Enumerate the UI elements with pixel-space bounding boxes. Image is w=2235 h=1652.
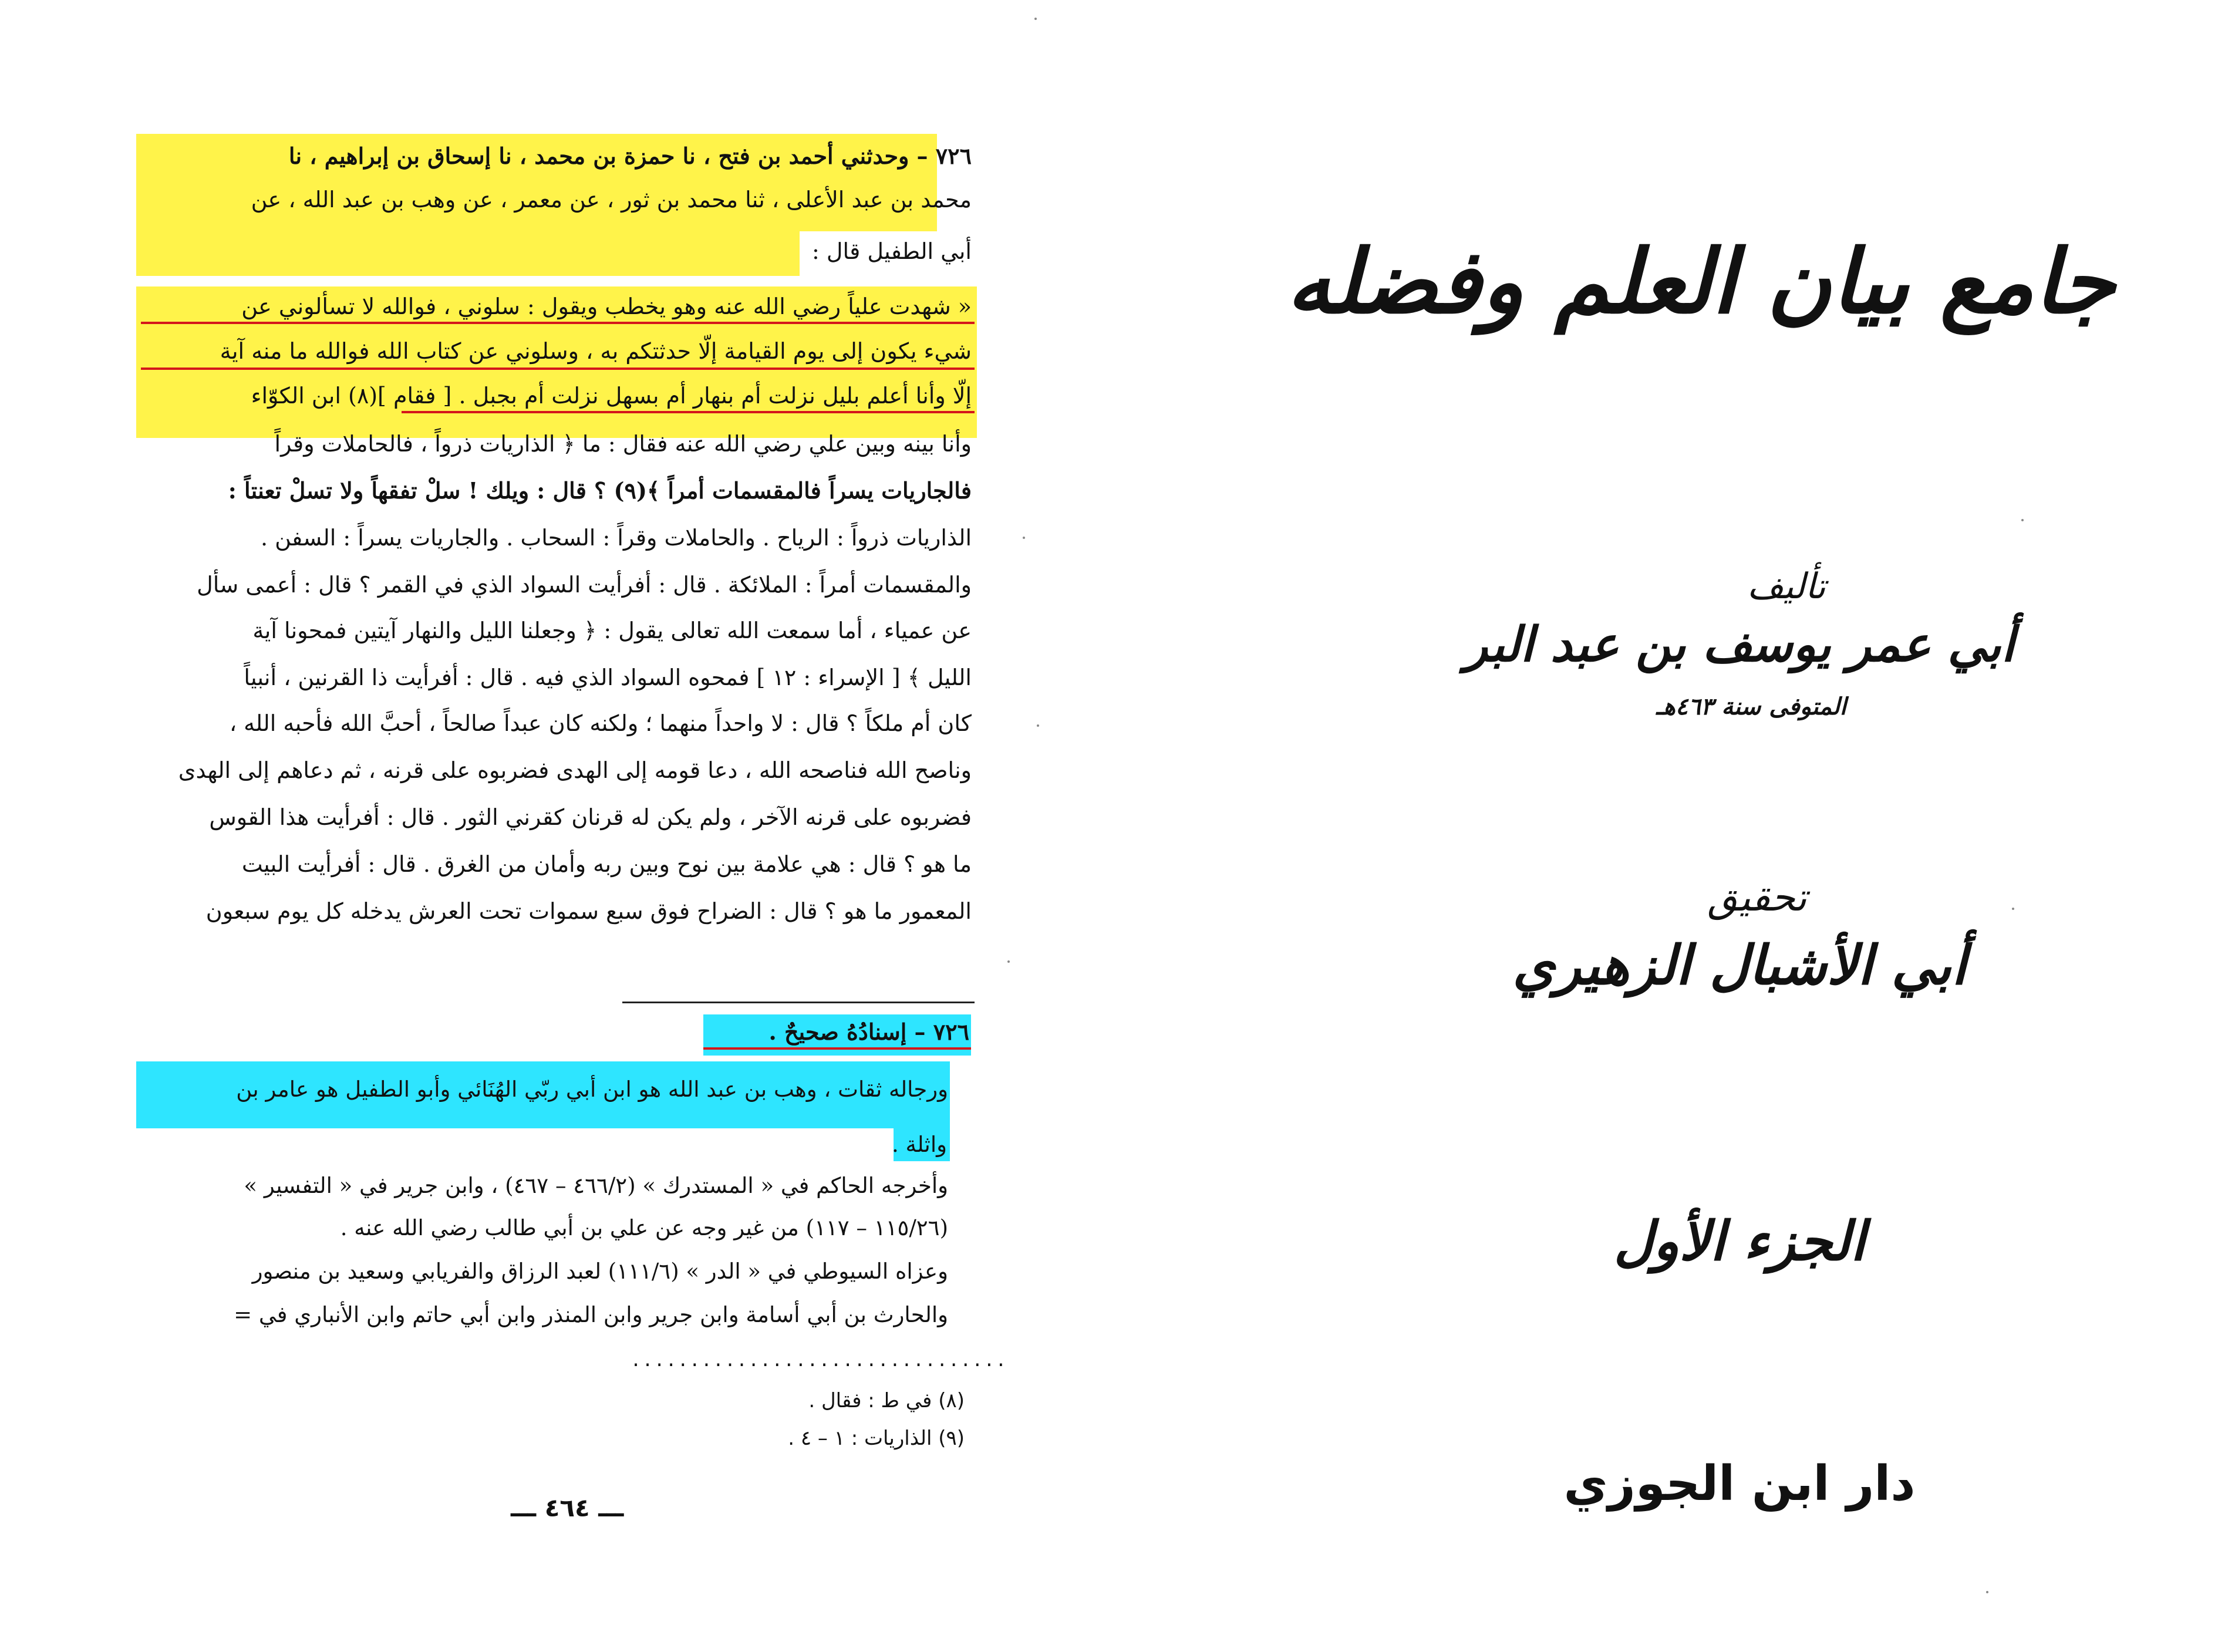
hadith-line: عن عمياء ، أما سمعت الله تعالى يقول : ﴿ وجعلنا الليل والنهار آيتين فمحونا آية [252,618,972,643]
right-page [1117,0,2235,1652]
hadith-line: إلّا وأنا أعلم بليل نزلت أم بنهار أم بسهل نزلت أم بجبل . [ فقام ](٨) ابن الكوّاء [251,383,972,409]
editor-label: تحقيق [1707,875,1807,920]
scan-speck [1034,18,1037,20]
scan-speck [1007,960,1010,963]
publisher-name: دار ابن الجوزي [1563,1456,1916,1512]
left-page [0,0,1117,1652]
scan-speck [1023,537,1025,539]
hadith-line: وأنا بينه وبين علي رضي الله عنه فقال : ما ﴿ الذاريات ذرواً ، فالحاملات وقراً [274,431,972,457]
scan-speck [2021,519,2024,521]
page-number: ـــ ٤٦٤ ـــ [511,1493,624,1522]
hadith-line: ٧٢٦ – وحدثني أحمد بن فتح ، نا حمزة بن محمد ، نا إسحاق بن إبراهيم ، نا [288,143,972,169]
hadith-line: الليل ﴾ [ الإسراء : ١٢ ] فمحوه السواد الذي فيه . قال : أفرأيت ذا القرنين ، أنبياً [244,665,972,690]
hadith-line: شيء يكون إلى يوم القيامة إلّا حدثتكم به ، وسلوني عن كتاب الله فوالله ما منه آية [220,338,972,364]
editor-name: أبي الأشبال الزهيري [1512,933,1967,997]
hadith-line: ما هو ؟ قال : هي علامة بين نوح وبين ربه وأمان من الغرق . قال : أفرأيت البيت [241,851,972,877]
hadith-line: محمد بن عبد الأعلى ، ثنا محمد بن ثور ، عن معمر ، عن وهب بن عبد الله ، عن [251,187,972,213]
commentary-line: وأخرجه الحاكم في « المستدرك » (٤٦٦/٢ – ٤٦٧) ، وابن جرير في « التفسير » [244,1173,948,1198]
author-label: تأليف [1747,566,1826,607]
footnote-8: (٨) في ط : فقال . [808,1389,965,1412]
hadith-line: والمقسمات أمراً : الملائكة . قال : أفرأيت السواد الذي في القمر ؟ قال : أعمى سأل [197,572,972,598]
hadith-line: « شهدت علياً رضي الله عنه وهو يخطب ويقول : سلوني ، فوالله لا تسألوني عن [241,294,972,319]
book-title: جامع بيان العلم وفضله [1286,230,2115,333]
commentary-line: واثلة . [891,1132,947,1157]
scan-speck [2012,908,2014,910]
hadith-line: أبي الطفيل قال : [812,238,972,264]
footnote-9: (٩) الذاريات : ١ – ٤ . [788,1427,965,1450]
hadith-line: كان أم ملكاً ؟ قال : لا واحداً منهما ؛ ولكنه كان عبداً صالحاً ، أحبَّ الله فأحبه الله ، [229,710,972,736]
commentary-line: ورجاله ثقات ، وهب بن عبد الله هو ابن أبي ربّي الهُنَائي وأبو الطفيل هو عامر بن [236,1077,948,1102]
commentary-line: وعزاه السيوطي في « الدر » (١١١/٦) لعبد الرزاق والفريابي وسعيد بن منصور [252,1259,948,1284]
volume-label: الجزء الأول [1613,1209,1866,1273]
commentary-line: والحارث بن أبي أسامة وابن جرير وابن المنذر وابن أبي حاتم وابن الأنباري في = [234,1302,948,1327]
dotted-separator: ................................ [631,1350,1007,1371]
author-death: المتوفى سنة ٤٦٣هـ [1656,693,1846,720]
author-name: أبي عمر يوسف بن عبد البر [1464,616,2015,673]
commentary-heading: ٧٢٦ – إسنادُهُ صحيحٌ . [768,1019,969,1045]
hadith-line: الذاريات ذرواً : الرياح . والحاملات وقراً : السحاب . والجاريات يسراً : السفن . [260,525,972,551]
footnote-separator [622,1002,975,1003]
hadith-line: فضربوه على قرنه الآخر ، ولم يكن له قرنان كقرني الثور . قال : أفرأيت هذا القوس [209,804,972,830]
hadith-line: وناصح الله فناصحه الله ، دعا قومه إلى الهدى فضربوه على قرنه ، ثم دعاهم إلى الهدى [178,757,972,783]
scan-speck [1986,1591,1988,1593]
scan-speck [1037,724,1039,727]
hadith-line: المعمور ما هو ؟ قال : الضراح فوق سبع سموات تحت العرش يدخله كل يوم سبعون [205,898,972,924]
commentary-line: (١١٥/٢٦ – ١١٧) من غير وجه عن علي بن أبي طالب رضي الله عنه . [340,1215,948,1240]
hadith-line: فالجاريات يسراً فالمقسمات أمراً ﴾(٩) ؟ قال : ويلك ! سلْ تفقهاً ولا تسلْ تعنتاً : [228,477,972,504]
